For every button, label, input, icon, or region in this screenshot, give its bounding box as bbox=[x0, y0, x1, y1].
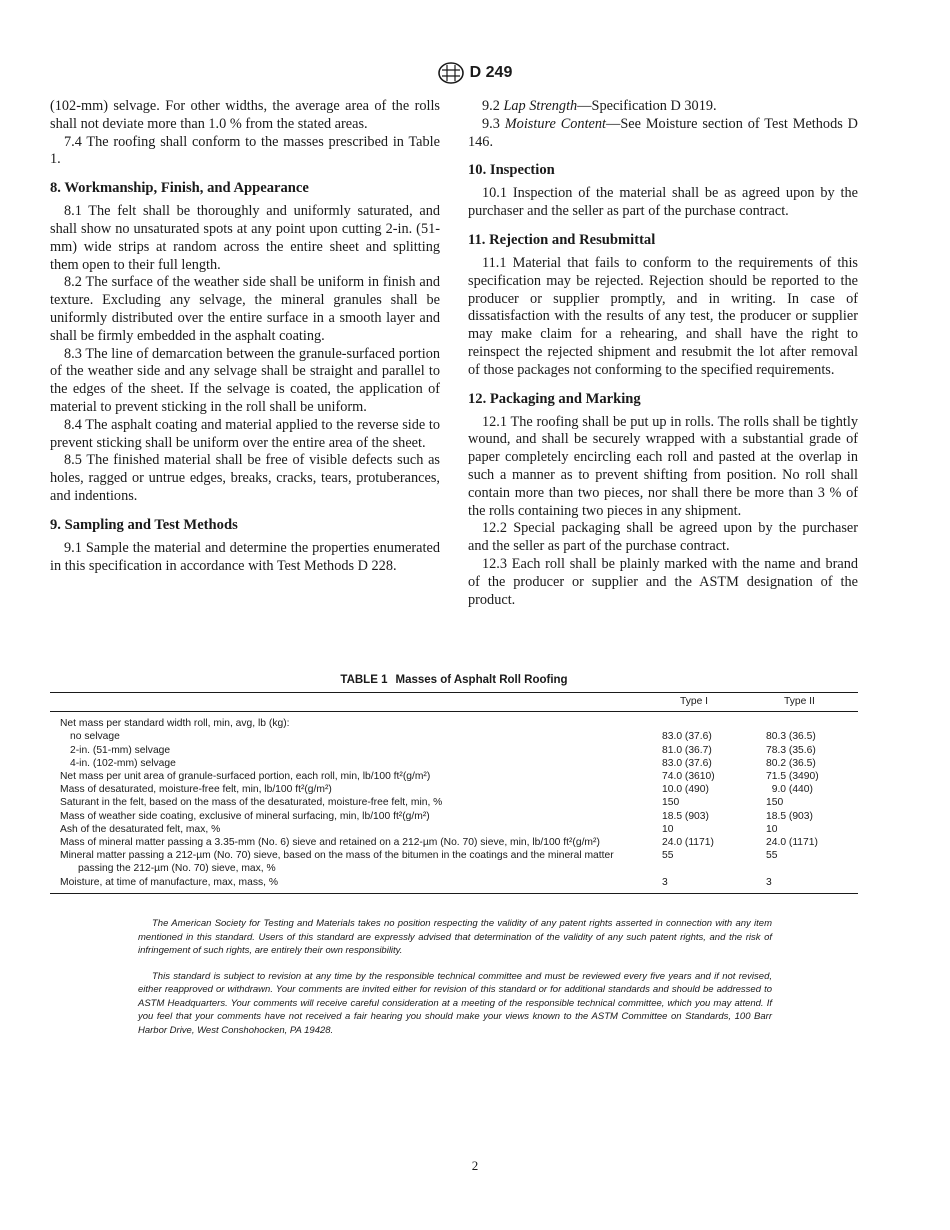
table-row bbox=[50, 770, 858, 783]
type-2-value: 55 bbox=[766, 850, 778, 862]
paragraph-12-2: 12.2 Special packaging shall be agreed upon by the purchaser and the seller as part of the purchase contract. bbox=[468, 520, 858, 555]
type-2-value: 3 bbox=[766, 876, 772, 888]
table-row bbox=[50, 757, 858, 770]
row-label: Net mass per standard width roll, min, avg, lb (kg): bbox=[60, 718, 290, 730]
row-label: Moisture, at time of manufacture, max, mass, % bbox=[60, 876, 279, 888]
type-2-value: 80.2 (36.5) bbox=[766, 757, 816, 769]
row-label: Mass of mineral matter passing a 3.35-mm (No. 6) sieve and retained on a 212-µm (No. 70) sieve, min, lb/100 ft²(g/m²) bbox=[60, 837, 600, 849]
row-label: Mass of desaturated, moisture-free felt, min, lb/100 ft²(g/m²) bbox=[60, 784, 332, 796]
type-1-value: 83.0 (37.6) bbox=[662, 731, 712, 743]
row-label: 2-in. (51-mm) selvage bbox=[70, 744, 171, 756]
paragraph-7-3-continued: (102-mm) selvage. For other widths, the average area of the rolls shall not deviate more than 1.0 % from the stated areas. bbox=[50, 98, 440, 132]
page-number: 2 bbox=[471, 1158, 479, 1173]
type-1-value: 150 bbox=[662, 797, 680, 809]
standard-designation: D 249 bbox=[469, 64, 513, 81]
row-label: no selvage bbox=[70, 731, 120, 743]
type-1-value bbox=[662, 862, 766, 875]
paragraph-term: Lap Strength bbox=[503, 98, 578, 114]
table-row bbox=[50, 810, 858, 823]
type-2-value: 80.3 (36.5) bbox=[766, 731, 816, 743]
type-2-value: 24.0 (1171) bbox=[766, 837, 818, 849]
row-label: Mass of weather side coating, exclusive of mineral surfacing, min, lb/100 ft²(g/m²) bbox=[60, 810, 430, 822]
page-header bbox=[0, 62, 950, 84]
section-8-heading: 8. Workmanship, Finish, and Appearance bbox=[50, 180, 309, 197]
table-row bbox=[50, 876, 858, 894]
table-row bbox=[50, 836, 858, 849]
table-row bbox=[50, 712, 858, 731]
type-1-value: 18.5 (903) bbox=[662, 810, 709, 822]
section-12-heading: 12. Packaging and Marking bbox=[468, 390, 641, 407]
table-body bbox=[50, 712, 858, 894]
type-1-value: 10 bbox=[662, 823, 674, 835]
type-1-value: 3 bbox=[662, 876, 668, 888]
type-2-value: 150 bbox=[766, 797, 784, 809]
paragraph-number: 9.3 bbox=[482, 115, 500, 132]
type-2-value: 10 bbox=[766, 823, 778, 835]
row-label: 4-in. (102-mm) selvage bbox=[70, 757, 176, 769]
type-1-value bbox=[662, 712, 766, 731]
section-10-heading: 10. Inspection bbox=[468, 162, 555, 179]
astm-logo-icon bbox=[438, 62, 464, 84]
type-2-value: 9.0 (440) bbox=[766, 784, 813, 796]
table-row bbox=[50, 849, 858, 862]
table-caption: Masses of Asphalt Roll Roofing bbox=[395, 674, 568, 686]
paragraph-8-4: 8.4 The asphalt coating and material applied to the reverse side to prevent sticking shall be uniform over the entire area of the sheet. bbox=[50, 416, 440, 451]
paragraph-9-3 bbox=[468, 116, 858, 152]
paragraph-11-1: 11.1 Material that fails to conform to the requirements of this specification may be rejected. Rejection should be reported to the producer or supplier promptly, and in writing. In case of dissatisfaction with the results of any test, the producer or supplier may make claim for a rehearing, and shall have the right to reinspect the rejected shipment and resubmit the lot after removal of those packages not conforming to the specified requirements. bbox=[468, 254, 858, 378]
type-2-value bbox=[766, 862, 858, 875]
row-label: Ash of the desaturated felt, max, % bbox=[60, 823, 221, 835]
paragraph-text: —Specification D 3019. bbox=[577, 98, 717, 114]
type-1-value: 55 bbox=[662, 850, 674, 862]
paragraph-8-1: 8.1 The felt shall be thoroughly and uniformly saturated, and shall show no unsaturated spots at any point upon cutting 2-in. (51-mm) wide strips at random across the entire sheet and splitting them open to their full length. bbox=[50, 203, 440, 273]
type-1-value: 81.0 (36.7) bbox=[662, 744, 712, 756]
row-label: Net mass per unit area of granule-surfaced portion, each roll, min, lb/100 ft²(g/m²) bbox=[60, 771, 431, 783]
row-label: Mineral matter passing a 212-µm (No. 70) sieve, based on the mass of the bitumen in the coatings and the mineral matter bbox=[60, 850, 614, 862]
paragraph-10-1: 10.1 Inspection of the material shall be as agreed upon by the purchaser and the seller as part of the purchase contract. bbox=[468, 185, 858, 220]
table-row bbox=[50, 730, 858, 743]
paragraph-9-2 bbox=[468, 98, 858, 116]
type-2-value: 18.5 (903) bbox=[766, 810, 813, 822]
paragraph-8-3: 8.3 The line of demarcation between the granule-surfaced portion of the weather side and any selvage shall be straight and parallel to the edges of the sheet. If the selvage is coated, the application of material to prevent sticking in the roll shall be uniform. bbox=[50, 345, 440, 415]
revision-notice: This standard is subject to revision at any time by the responsible technical committee and must be reviewed every five years and if not revised, either reapproved or withdrawn. Your comments are invited either for revision of this standard or for additional standards and should be addressed to ASTM Headquarters. Your comments will receive careful consideration at a meeting of the responsible technical committee, which you may attend. If you feel that your comments have not received a fair hearing you should make your views known to the ASTM Committee on Standards, 100 Barr Harbor Drive, West Conshohocken, PA 19428. bbox=[138, 970, 772, 1036]
left-column bbox=[50, 98, 440, 575]
type-1-value: 10.0 (490) bbox=[662, 784, 709, 796]
row-label: Saturant in the felt, based on the mass of the desaturated, moisture-free felt, min, % bbox=[60, 797, 443, 809]
section-11-heading: 11. Rejection and Resubmittal bbox=[468, 231, 656, 248]
table-header-row bbox=[50, 693, 858, 712]
paragraph-text: —See Moisture section of Test Methods D 146. bbox=[468, 115, 858, 150]
paragraph-8-2: 8.2 The surface of the weather side shall be uniform in finish and texture. Excluding any selvage, the mineral granules shall be uniformly distributed over the entire surface in a smooth layer and shall be firmly embedded in the asphalt coating. bbox=[50, 274, 440, 344]
footer-notes bbox=[138, 917, 772, 1049]
table-row bbox=[50, 783, 858, 796]
section-9-heading: 9. Sampling and Test Methods bbox=[50, 516, 238, 533]
table-row bbox=[50, 862, 858, 875]
table-row bbox=[50, 796, 858, 809]
type-1-value: 83.0 (37.6) bbox=[662, 757, 712, 769]
paragraph-8-5: 8.5 The finished material shall be free of visible defects such as holes, ragged or untrue edges, breaks, cracks, tears, protuberances, and indentions. bbox=[50, 452, 440, 504]
paragraph-12-3: 12.3 Each roll shall be plainly marked with the name and brand of the producer or supplier and the ASTM designation of the product. bbox=[468, 555, 858, 608]
paragraph-term: Moisture Content bbox=[504, 115, 607, 132]
paragraph-number: 9.2 bbox=[482, 98, 500, 114]
table-row bbox=[50, 823, 858, 836]
type-1-value: 74.0 (3610) bbox=[662, 771, 715, 783]
right-column bbox=[468, 98, 858, 609]
row-label: passing the 212-µm (No. 70) sieve, max, % bbox=[78, 863, 276, 875]
column-header-type-2: Type II bbox=[784, 696, 815, 707]
column-header-type-1: Type I bbox=[680, 696, 709, 707]
type-2-value: 71.5 (3490) bbox=[766, 771, 819, 783]
type-2-value bbox=[766, 712, 858, 731]
masses-table bbox=[50, 692, 858, 894]
table-number: TABLE 1 bbox=[340, 674, 388, 686]
patent-notice: The American Society for Testing and Materials takes no position respecting the validity of any patent rights asserted in connection with any item mentioned in this standard. Users of this standard are expressly advised that determination of the validity of any such patent rights, and the risk of infringement of such rights, are entirely their own responsibility. bbox=[138, 918, 772, 956]
table-row bbox=[50, 744, 858, 757]
type-1-value: 24.0 (1171) bbox=[662, 837, 714, 849]
table-title bbox=[50, 674, 858, 686]
paragraph-12-1: 12.1 The roofing shall be put up in rolls. The rolls shall be tightly wound, and shall be securely wrapped with a substantial grade of paper completely encircling each roll and pasted at the overlap in such a manner as to prevent shifting from position. No roll shall contain more than two pieces, nor shall there be more than 3 % of the rolls containing two pieces in any shipment. bbox=[468, 413, 858, 519]
label-column-header bbox=[50, 693, 662, 712]
paragraph-7-4: 7.4 The roofing shall conform to the masses prescribed in Table 1. bbox=[50, 133, 440, 168]
type-2-value: 78.3 (35.6) bbox=[766, 744, 816, 756]
paragraph-9-1: 9.1 Sample the material and determine the properties enumerated in this specification in accordance with Test Methods D 228. bbox=[50, 539, 440, 574]
table-1 bbox=[50, 674, 858, 894]
